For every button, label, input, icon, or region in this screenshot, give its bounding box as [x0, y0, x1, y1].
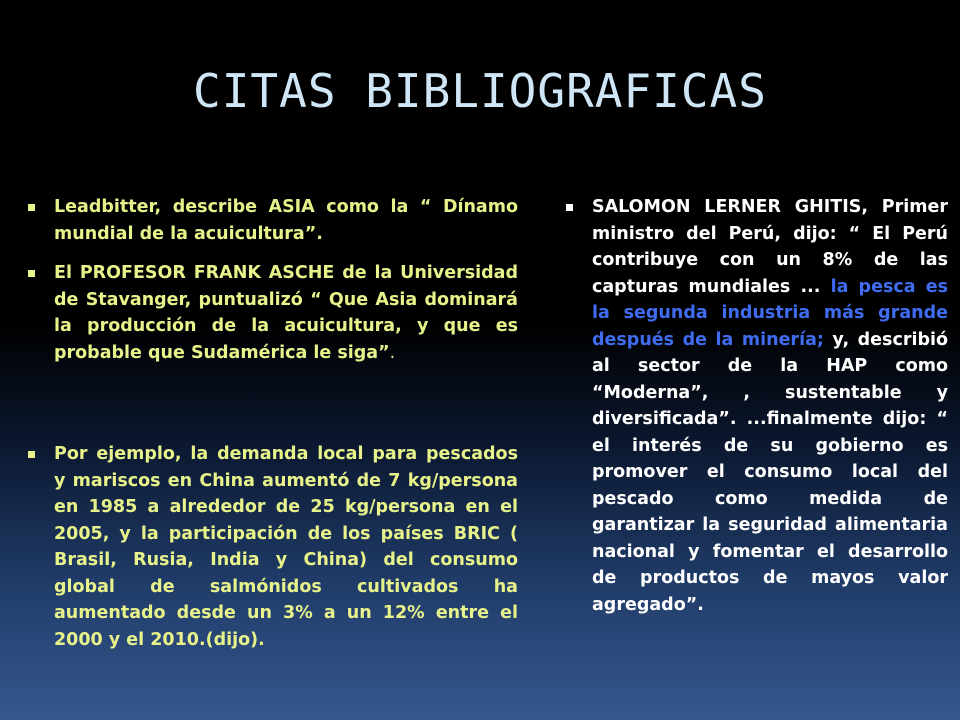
bullet-text-part2: y, describió al sector de la HAP como “Moderna”, , sustentable y diversificada”. ...finalmente dijo: “ el interés de su gobierno es promover el consumo local del pescado como medida de garantizar la seguridad alimentaria nacional y fomentar el desarrollo de productos de mayos valor agregado”.: [592, 329, 948, 615]
bullet-text: Por ejemplo, la demanda local para pescados y mariscos en China aumentó de 7 kg/persona en 1985 a alrededor de 25 kg/persona en el 2005, y la participación de los países BRIC ( Brasil, Rusia, India y China) del consumo global de salmónidos cultivados ha aumentado desde un 3% a un 12% entre el 2000 y el 2010.(dijo).: [54, 444, 518, 650]
bullet-lerner: [592, 194, 948, 618]
bullet-marker: [28, 270, 35, 277]
bullet-ejemplo: [54, 441, 518, 653]
bullet-highlight: la pesca es la segunda industria más grande después de la minería;: [592, 276, 948, 350]
bullet-marker: [28, 451, 35, 458]
bullet-text: Leadbitter, describe ASIA como la “ Dínamo mundial de la acuicultura”.: [54, 197, 518, 244]
slide-title: CITAS BIBLIOGRAFICAS: [193, 64, 767, 118]
bullet-leadbitter: [54, 194, 518, 247]
bullet-asche: [54, 260, 518, 366]
bullet-marker: [566, 204, 573, 211]
bullet-marker: [28, 204, 35, 211]
bullet-text: El PROFESOR FRANK ASCHE de la Universidad de Stavanger, puntualizó “ Que Asia dominará la producción de la acuicultura, y que es probable que Sudamérica le siga”: [54, 263, 518, 363]
bullet-tail: .: [389, 342, 396, 363]
bullet-text-part1: SALOMON LERNER GHITIS, Primer ministro del Perú, dijo: “ El Perú contribuye con un 8% de las capturas mundiales ...: [592, 197, 948, 297]
